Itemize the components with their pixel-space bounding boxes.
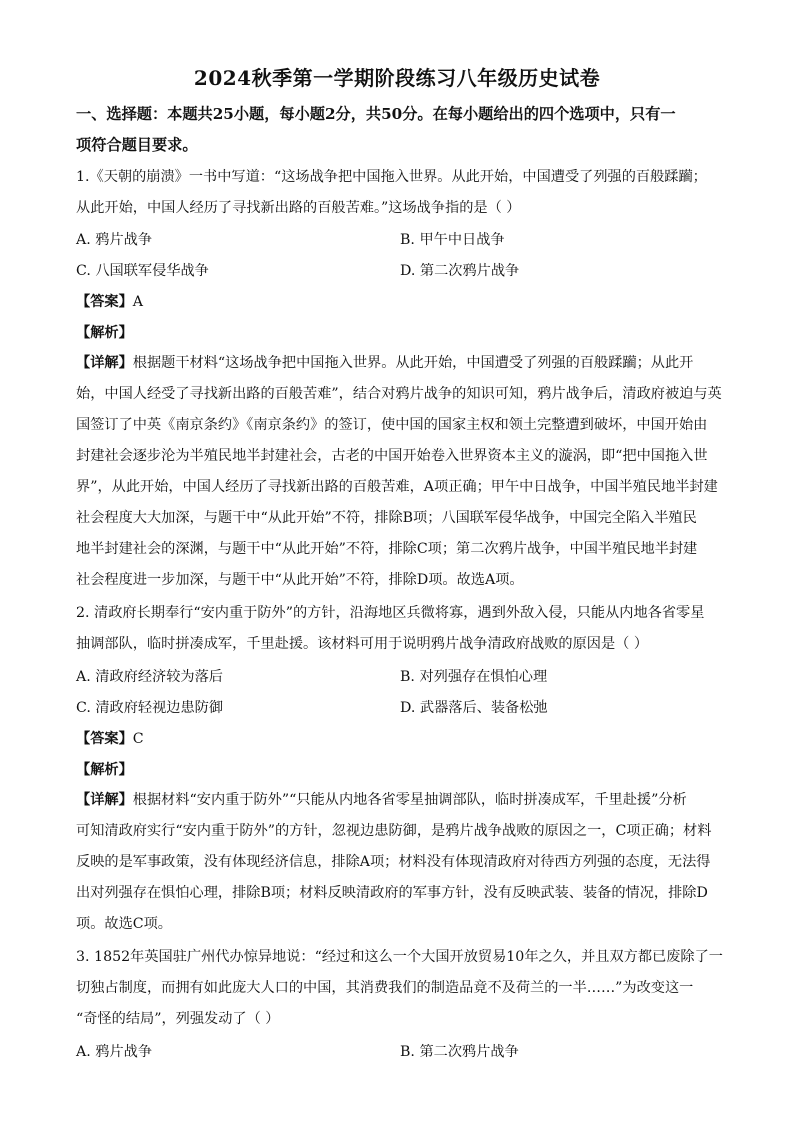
q1-answer xyxy=(76,291,143,311)
q3-option-b: B. 第二次鸦片战争 xyxy=(400,1044,519,1060)
q1-answer-label: 【答案】 xyxy=(76,294,133,310)
q1-answer-value: A xyxy=(132,294,144,310)
q1-detail-line-1 xyxy=(76,353,693,373)
q2-detail-text-1: 根据材料“安内重于防外”“只能从内地各省零星抽调部队，临时拼凑成军，千里赴援”分析 xyxy=(132,792,687,808)
q2-answer-label: 【答案】 xyxy=(76,731,133,747)
q1-detail-text-1: 根据题干材料“这场战争把中国拖入世界。从此开始，中国遭受了列强的百般蹂躏；从此开 xyxy=(132,355,694,371)
section-heading-line-2: 项符合题目要求。 xyxy=(76,136,198,154)
q1-stem-line-1: 1.《天朝的崩溃》一书中写道：“这场战争把中国拖入世界。从此开始，中国遭受了列强的百般蹂躏； xyxy=(76,169,707,185)
q3-stem-line-3: “奇怪的结局”，列强发动了（ ） xyxy=(76,1011,280,1027)
q2-stem-line-1: 2. 清政府长期奉行“安内重于防外”的方针，沿海地区兵微将寡，遇到外敌入侵，只能从内地各省零星 xyxy=(76,605,705,621)
q1-stem-line-2: 从此开始，中国人经历了寻找新出路的百般苦难。”这场战争指的是（ ） xyxy=(76,200,521,216)
q2-answer xyxy=(76,728,144,748)
q2-stem-line-2: 抽调部队，临时拼凑成军，千里赴援。该材料可用于说明鸦片战争清政府战败的原因是（ ） xyxy=(76,636,649,652)
q2-detail-line-5: 项。故选C项。 xyxy=(76,916,172,932)
q3-option-a: A. 鸦片战争 xyxy=(76,1044,153,1060)
q2-answer-value: C xyxy=(132,731,144,747)
q1-detail-line-3: 国签订了中英《南京条约》《南京条约》的签订，使中国的国家主权和领土完整遭到破坏，中国开始由 xyxy=(76,417,708,433)
q1-detail-line-6: 社会程度大大加深，与题干中“从此开始”不符，排除B项；八国联军侵华战争，中国完全陷入半殖民 xyxy=(76,510,697,526)
q1-analysis-label: 【解析】 xyxy=(76,325,133,341)
q2-option-d: D. 武器落后、装备松弛 xyxy=(400,700,548,716)
section-heading-line-1: 一、选择题：本题共25小题，每小题2分，共50分。在每小题给出的四个选项中，只有一 xyxy=(76,105,676,123)
q1-detail-line-8: 社会程度进一步加深，与题干中“从此开始”不符，排除D项。故选A项。 xyxy=(76,572,524,588)
q2-option-a: A. 清政府经济较为落后 xyxy=(76,669,223,685)
q1-option-d: D. 第二次鸦片战争 xyxy=(400,263,520,279)
q3-stem-line-1: 3. 1852年英国驻广州代办惊异地说：“经过和这么一个大国开放贸易10年之久，并且双方都已废除了一 xyxy=(76,949,723,965)
q1-detail-line-7: 地半封建社会的深渊，与题干中“从此开始”不符，排除C项；第二次鸦片战争，中国半殖民地半封建 xyxy=(76,541,698,557)
q2-detail-line-4: 出对列强存在惧怕心理，排除B项；材料反映清政府的军事方针，没有反映武装、装备的情况，排除D xyxy=(76,885,708,901)
q2-option-b: B. 对列强存在惧怕心理 xyxy=(400,669,548,685)
q2-detail-line-3: 反映的是军事政策，没有体现经济信息，排除A项；材料没有体现清政府对待西方列强的态度，无法得 xyxy=(76,854,711,870)
q1-detail-label: 【详解】 xyxy=(76,355,133,371)
q2-detail-label: 【详解】 xyxy=(76,792,133,808)
q1-detail-line-4: 封建社会逐步沦为半殖民地半封建社会，古老的中国开始卷入世界资本主义的漩涡，即“把中国拖入世 xyxy=(76,448,708,464)
q1-option-a: A. 鸦片战争 xyxy=(76,232,153,248)
q2-detail-line-2: 可知清政府实行“安内重于防外”的方针，忽视边患防御，是鸦片战争战败的原因之一，C项正确；材料 xyxy=(76,823,712,839)
q2-detail-line-1 xyxy=(76,790,687,810)
q1-detail-line-2: 始，中国人经受了寻找新出路的百般苦难”，结合对鸦片战争的知识可知，鸦片战争后，清政府被迫与英 xyxy=(76,386,722,402)
q3-stem-line-2: 切独占制度，而拥有如此庞大人口的中国，其消费我们的制造品竟不及荷兰的一半……”为改变这一 xyxy=(76,980,694,996)
q2-analysis-label: 【解析】 xyxy=(76,762,133,778)
q2-option-c: C. 清政府轻视边患防御 xyxy=(76,700,224,716)
q1-detail-line-5: 界”，从此开始，中国人经历了寻找新出路的百般苦难，A项正确；甲午中日战争，中国半殖民地半封建 xyxy=(76,479,718,495)
q1-option-c: C. 八国联军侵华战争 xyxy=(76,263,209,279)
page-title: 2024秋季第一学期阶段练习八年级历史试卷 xyxy=(193,66,601,90)
q1-option-b: B. 甲午中日战争 xyxy=(400,232,505,248)
